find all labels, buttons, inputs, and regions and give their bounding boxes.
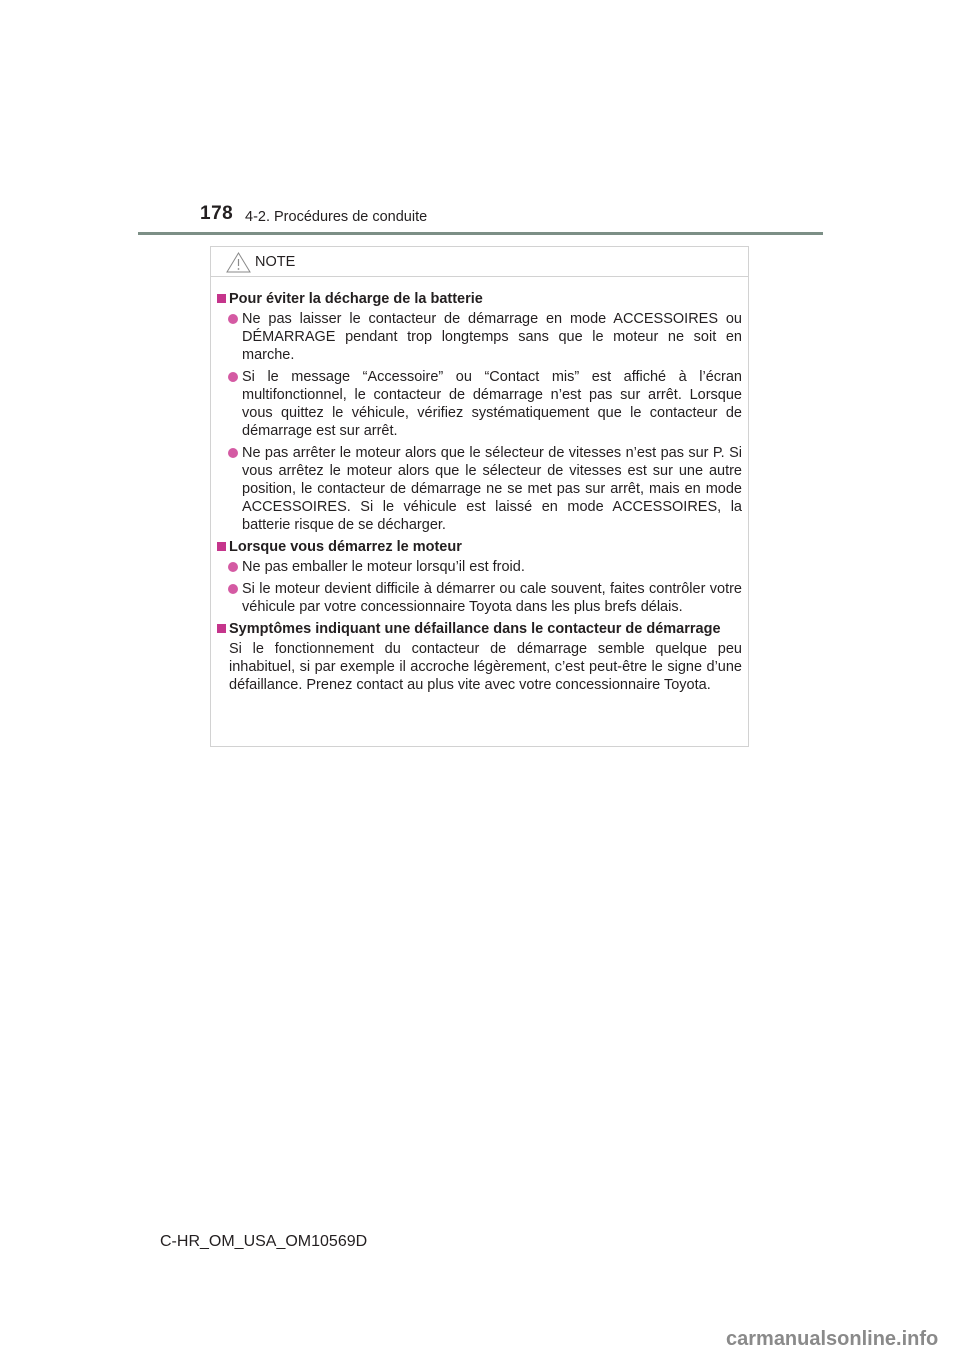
section-title: 4-2. Procédures de conduite <box>245 209 428 225</box>
note-label: NOTE <box>255 254 296 270</box>
section-heading-text: Pour éviter la décharge de la batterie <box>229 291 483 307</box>
list-item <box>217 368 742 440</box>
page-number: 178 <box>200 203 234 224</box>
note-header <box>211 247 748 277</box>
list-item <box>217 310 742 364</box>
note-body <box>211 277 748 694</box>
list-item-text: Si le moteur devient difficile à démarrer ou cale souvent, faites contrôler votre véhicule par votre concessionnaire Toyota dans les plus brefs délais. <box>242 581 742 615</box>
square-bullet-icon <box>217 542 226 551</box>
header-rule <box>138 232 823 235</box>
section-heading-text: Lorsque vous démarrez le moteur <box>229 539 462 555</box>
warning-triangle-icon <box>226 252 251 273</box>
list-item <box>217 444 742 534</box>
section-heading <box>217 290 742 308</box>
section-paragraph: Si le fonctionnement du contacteur de démarrage semble quelque peu inhabituel, si par exemple il accroche légèrement, c’est peut-être le signe d’une défaillance. Prenez contact au plus vite avec votre concessionnaire Toyota. <box>229 641 742 693</box>
section-heading-text: Symptômes indiquant une défaillance dans le contacteur de démarrage <box>229 621 721 637</box>
square-bullet-icon <box>217 294 226 303</box>
list-item <box>217 580 742 616</box>
circle-bullet-icon <box>228 448 238 458</box>
section-heading <box>217 620 742 638</box>
document-code: C-HR_OM_USA_OM10569D <box>160 1233 368 1250</box>
circle-bullet-icon <box>228 314 238 324</box>
note-box <box>210 246 749 747</box>
circle-bullet-icon <box>228 584 238 594</box>
list-item-text: Ne pas emballer le moteur lorsqu’il est froid. <box>242 559 525 575</box>
section-heading <box>217 538 742 556</box>
watermark: carmanualsonline.info <box>726 1328 939 1350</box>
square-bullet-icon <box>217 624 226 633</box>
circle-bullet-icon <box>228 562 238 572</box>
list-item <box>217 558 742 576</box>
list-item-text: Ne pas laisser le contacteur de démarrage en mode ACCESSOIRES ou DÉMARRAGE pendant trop longtemps sans que le moteur ne soit en marche. <box>242 311 742 363</box>
list-item-text: Si le message “Accessoire” ou “Contact mis” est affiché à l’écran multifonctionnel, le contacteur de démarrage n’est pas sur arrêt. Lorsque vous quittez le véhicule, vérifiez systématiquement que le contacteur de démarrage est sur arrêt. <box>242 369 742 439</box>
circle-bullet-icon <box>228 372 238 382</box>
list-item-text: Ne pas arrêter le moteur alors que le sélecteur de vitesses n’est pas sur P. Si vous arrêtez le moteur alors que le sélecteur de vitesses est sur une autre position, le contacteur de démarrage ne se met pas sur arrêt, mais en mode ACCESSOIRES. Si le véhicule est laissé en mode ACCESSOIRES, la batterie risque de se décharger. <box>242 445 742 533</box>
